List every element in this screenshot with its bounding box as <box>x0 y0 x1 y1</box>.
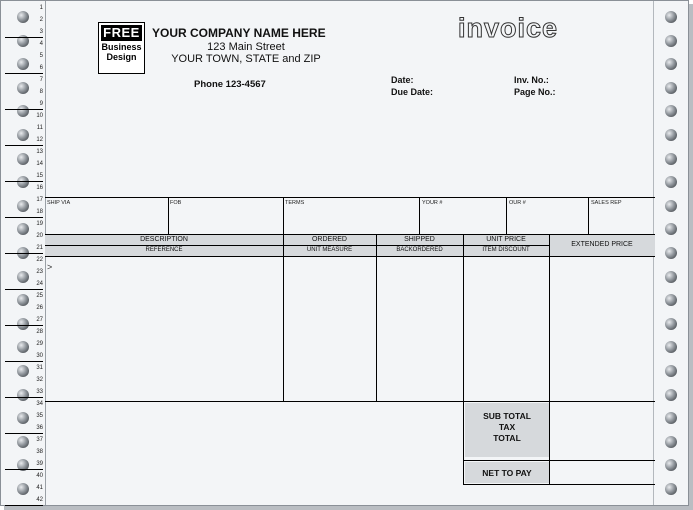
logo-free-text: FREE <box>101 25 142 41</box>
tractor-hole-icon <box>665 58 677 70</box>
line-group-tick <box>5 73 43 74</box>
line-number: 19 <box>36 221 43 227</box>
line-number: 26 <box>36 305 43 311</box>
tractor-hole-icon <box>665 483 677 495</box>
tax-label: TAX <box>498 422 516 432</box>
column-ordered: ORDERED <box>311 236 347 243</box>
line-number: 12 <box>36 137 43 143</box>
line-number: 17 <box>36 197 43 203</box>
line-number: 32 <box>36 377 43 383</box>
tractor-hole-icon <box>665 294 677 306</box>
column-divider <box>283 235 284 401</box>
line-group-tick <box>5 289 43 290</box>
totals-divider-rule <box>463 460 655 461</box>
column-shipped: SHIPPED <box>404 236 435 243</box>
line-number: 25 <box>36 293 43 299</box>
line-number: 13 <box>36 149 43 155</box>
tractor-hole-icon <box>665 318 677 330</box>
line-number: 36 <box>36 425 43 431</box>
tractor-hole-icon <box>665 176 677 188</box>
line-number: 42 <box>36 497 43 503</box>
line-number: 27 <box>36 317 43 323</box>
column-divider <box>376 235 377 401</box>
tractor-hole-icon <box>665 82 677 94</box>
tractor-hole-icon <box>665 389 677 401</box>
tractor-hole-icon <box>665 412 677 424</box>
column-backordered: BACKORDERED <box>396 247 443 253</box>
column-description: DESCRIPTION <box>140 236 188 243</box>
line-group-tick <box>5 217 43 218</box>
column-reference: REFERENCE <box>145 247 183 253</box>
company-name: YOUR COMPANY NAME HERE <box>152 26 326 40</box>
line-number: 21 <box>36 245 43 251</box>
logo-design-text: Design <box>106 52 137 62</box>
info-divider <box>419 197 420 234</box>
line-group-tick <box>5 361 43 362</box>
line-number: 39 <box>36 461 43 467</box>
our-number-label: OUR # <box>509 200 526 206</box>
info-divider <box>506 197 507 234</box>
net-to-pay-bottom-rule <box>463 484 655 485</box>
line-number: 34 <box>36 401 43 407</box>
tractor-hole-icon <box>665 153 677 165</box>
tractor-hole-icon <box>665 365 677 377</box>
line-group-tick <box>5 37 43 38</box>
line-number: 10 <box>36 113 43 119</box>
line-group-tick <box>5 325 43 326</box>
line-number: 5 <box>39 53 43 59</box>
logo-business-text: Business <box>101 42 142 52</box>
line-number: 29 <box>36 341 43 347</box>
line-group-tick <box>5 505 43 506</box>
line-number: 7 <box>39 77 43 83</box>
company-phone: Phone 123-4567 <box>194 79 266 90</box>
sub-total-label: SUB TOTAL <box>483 411 531 421</box>
column-extended-price: EXTENDED PRICE <box>571 241 633 248</box>
net-to-pay-label: NET TO PAY <box>482 468 532 478</box>
column-unit-measure: UNIT MEASURE <box>306 247 353 253</box>
tractor-hole-icon <box>665 341 677 353</box>
line-number: 41 <box>36 485 43 491</box>
print-start-marker: > <box>47 262 53 272</box>
info-row-top-rule <box>45 197 655 198</box>
sales-rep-label: SALES REP <box>591 200 622 206</box>
date-label: Date: <box>391 75 414 85</box>
tractor-hole-icon <box>665 247 677 259</box>
line-number: 16 <box>36 185 43 191</box>
line-group-tick <box>5 397 43 398</box>
line-number: 35 <box>36 413 43 419</box>
body-bottom-rule <box>45 401 655 402</box>
line-number: 23 <box>36 269 43 275</box>
line-group-tick <box>5 145 43 146</box>
line-number: 31 <box>36 365 43 371</box>
tractor-hole-icon <box>665 35 677 47</box>
line-group-tick <box>5 109 43 110</box>
company-city: YOUR TOWN, STATE and ZIP <box>171 53 321 65</box>
line-number: 15 <box>36 173 43 179</box>
tractor-hole-icon <box>665 436 677 448</box>
info-divider <box>588 197 589 234</box>
line-number: 18 <box>36 209 43 215</box>
info-divider <box>168 197 169 234</box>
header-mid-rule <box>45 245 549 246</box>
column-divider <box>463 235 464 484</box>
line-number: 4 <box>39 41 43 47</box>
line-group-tick <box>5 433 43 434</box>
line-number: 1 <box>39 5 43 11</box>
invoice-number-label: Inv. No.: <box>514 75 549 85</box>
line-group-tick <box>5 469 43 470</box>
tractor-hole-icon <box>665 105 677 117</box>
line-number: 24 <box>36 281 43 287</box>
fob-label: FOB <box>170 200 182 206</box>
line-number: 20 <box>36 233 43 239</box>
line-number: 33 <box>36 389 43 395</box>
column-divider <box>549 235 550 484</box>
line-number: 30 <box>36 353 43 359</box>
company-address <box>151 41 341 65</box>
tractor-hole-icon <box>665 129 677 141</box>
line-number: 37 <box>36 437 43 443</box>
tractor-hole-icon <box>665 271 677 283</box>
line-number: 14 <box>36 161 43 167</box>
company-street: 123 Main Street <box>207 41 285 53</box>
line-number: 8 <box>39 89 43 95</box>
column-item-discount: ITEM DISCOUNT <box>482 247 530 253</box>
your-number-label: YOUR # <box>422 200 443 206</box>
line-number: 9 <box>39 101 43 107</box>
due-date-label: Due Date: <box>391 87 434 97</box>
tractor-hole-icon <box>665 200 677 212</box>
line-number: 11 <box>36 125 43 131</box>
line-number: 3 <box>39 29 43 35</box>
line-group-tick <box>5 253 43 254</box>
line-number: 38 <box>36 449 43 455</box>
column-unit-price: UNIT PRICE <box>486 236 526 243</box>
right-tractor-strip <box>653 1 688 505</box>
page-number-label: Page No.: <box>514 87 556 97</box>
total-label: TOTAL <box>493 433 521 443</box>
terms-label: TERMS <box>285 200 305 206</box>
line-number: 2 <box>39 17 43 23</box>
line-number: 28 <box>36 329 43 335</box>
line-number: 40 <box>36 473 43 479</box>
header-bottom-rule <box>45 256 655 257</box>
info-divider <box>283 197 284 234</box>
line-number: 22 <box>36 257 43 263</box>
tractor-hole-icon <box>665 223 677 235</box>
company-logo <box>98 22 145 74</box>
invoice-title: invoice <box>458 13 559 43</box>
ship-via-label: SHIP VIA <box>47 200 71 206</box>
line-number: 6 <box>39 65 43 71</box>
tractor-hole-icon <box>665 459 677 471</box>
line-group-tick <box>5 181 43 182</box>
tractor-hole-icon <box>665 11 677 23</box>
